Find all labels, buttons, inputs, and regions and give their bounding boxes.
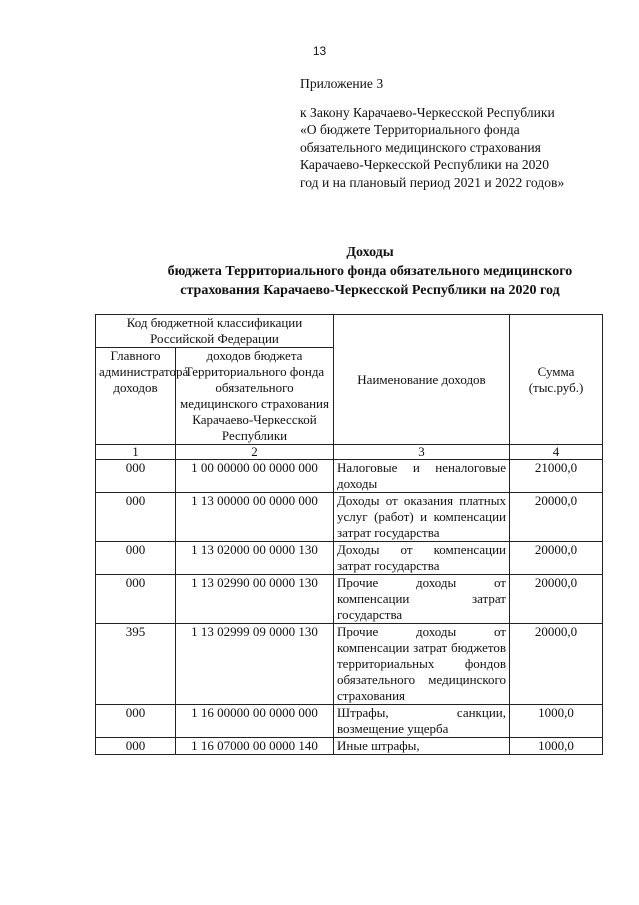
table-row [96, 705, 603, 738]
table-row [96, 493, 603, 542]
page-number: 13 [312, 44, 327, 58]
heading-line: бюджета Территориального фонда обязательного медицинского [167, 264, 573, 279]
income-name-cell: Иные штрафы, [334, 738, 510, 755]
appendix-line: Карачаево-Черкесской Республики на 2020 [300, 157, 550, 173]
appendix-block [300, 75, 564, 192]
header-admin: Главного администратора доходов [96, 348, 176, 445]
table-header-row [96, 315, 603, 348]
sum-cell: 1000,0 [510, 738, 603, 755]
appendix-title: Приложение 3 [300, 76, 384, 91]
income-name-cell: Прочие доходы от компенсации затрат государства [334, 575, 510, 624]
sum-cell: 21000,0 [510, 460, 603, 493]
heading-line: страхования Карачаево-Черкесской Республики на 2020 год [180, 283, 560, 298]
document-heading [100, 243, 639, 300]
income-code-cell: 1 13 02990 00 0000 130 [176, 575, 334, 624]
admin-code-cell: 000 [96, 493, 176, 542]
income-name-cell: Доходы от компенсации затрат государства [334, 542, 510, 575]
column-index-cell: 3 [334, 445, 510, 460]
admin-code-cell: 000 [96, 705, 176, 738]
appendix-line: к Закону Карачаево-Черкесской Республики [300, 104, 555, 120]
table-row [96, 460, 603, 493]
income-code-cell: 1 13 00000 00 0000 000 [176, 493, 334, 542]
income-name-cell: Прочие доходы от компенсации затрат бюджетов территориальных фондов обязательного медицинского страхования [334, 624, 510, 705]
column-index-cell: 1 [96, 445, 176, 460]
income-code-cell: 1 00 00000 00 0000 000 [176, 460, 334, 493]
sum-cell: 1000,0 [510, 705, 603, 738]
income-table [95, 314, 603, 755]
column-index-cell: 4 [510, 445, 603, 460]
income-name-cell: Штрафы, санкции, возмещение ущерба [334, 705, 510, 738]
table-row [96, 542, 603, 575]
admin-code-cell: 000 [96, 575, 176, 624]
income-code-cell: 1 13 02000 00 0000 130 [176, 542, 334, 575]
admin-code-cell: 395 [96, 624, 176, 705]
income-name-cell: Налоговые и неналоговые доходы [334, 460, 510, 493]
sum-cell: 20000,0 [510, 575, 603, 624]
appendix-line: обязательного медицинского страхования [300, 139, 541, 155]
income-name-cell: Доходы от оказания платных услуг (работ) и компенсации затрат государства [334, 493, 510, 542]
admin-code-cell: 000 [96, 460, 176, 493]
column-index-cell: 2 [176, 445, 334, 460]
table-body [96, 460, 603, 755]
header-sum: Сумма (тыс.руб.) [510, 315, 603, 445]
column-index-row [96, 445, 603, 460]
appendix-line: год и на плановый период 2021 и 2022 годов» [300, 174, 565, 190]
income-code-cell: 1 16 07000 00 0000 140 [176, 738, 334, 755]
sum-cell: 20000,0 [510, 542, 603, 575]
header-code-group: Код бюджетной классификации Российской Федерации [96, 315, 334, 348]
sum-cell: 20000,0 [510, 624, 603, 705]
header-income-code: доходов бюджета Территориального фонда обязательного медицинского страхования Карачаево-Черкесской Республики [176, 348, 334, 445]
header-name: Наименование доходов [334, 315, 510, 445]
income-code-cell: 1 13 02999 09 0000 130 [176, 624, 334, 705]
admin-code-cell: 000 [96, 542, 176, 575]
table-row [96, 738, 603, 755]
appendix-line: «О бюджете Территориального фонда [300, 122, 520, 138]
admin-code-cell: 000 [96, 738, 176, 755]
income-code-cell: 1 16 00000 00 0000 000 [176, 705, 334, 738]
sum-cell: 20000,0 [510, 493, 603, 542]
heading-line: Доходы [346, 245, 394, 260]
table-row [96, 624, 603, 705]
table-row [96, 575, 603, 624]
